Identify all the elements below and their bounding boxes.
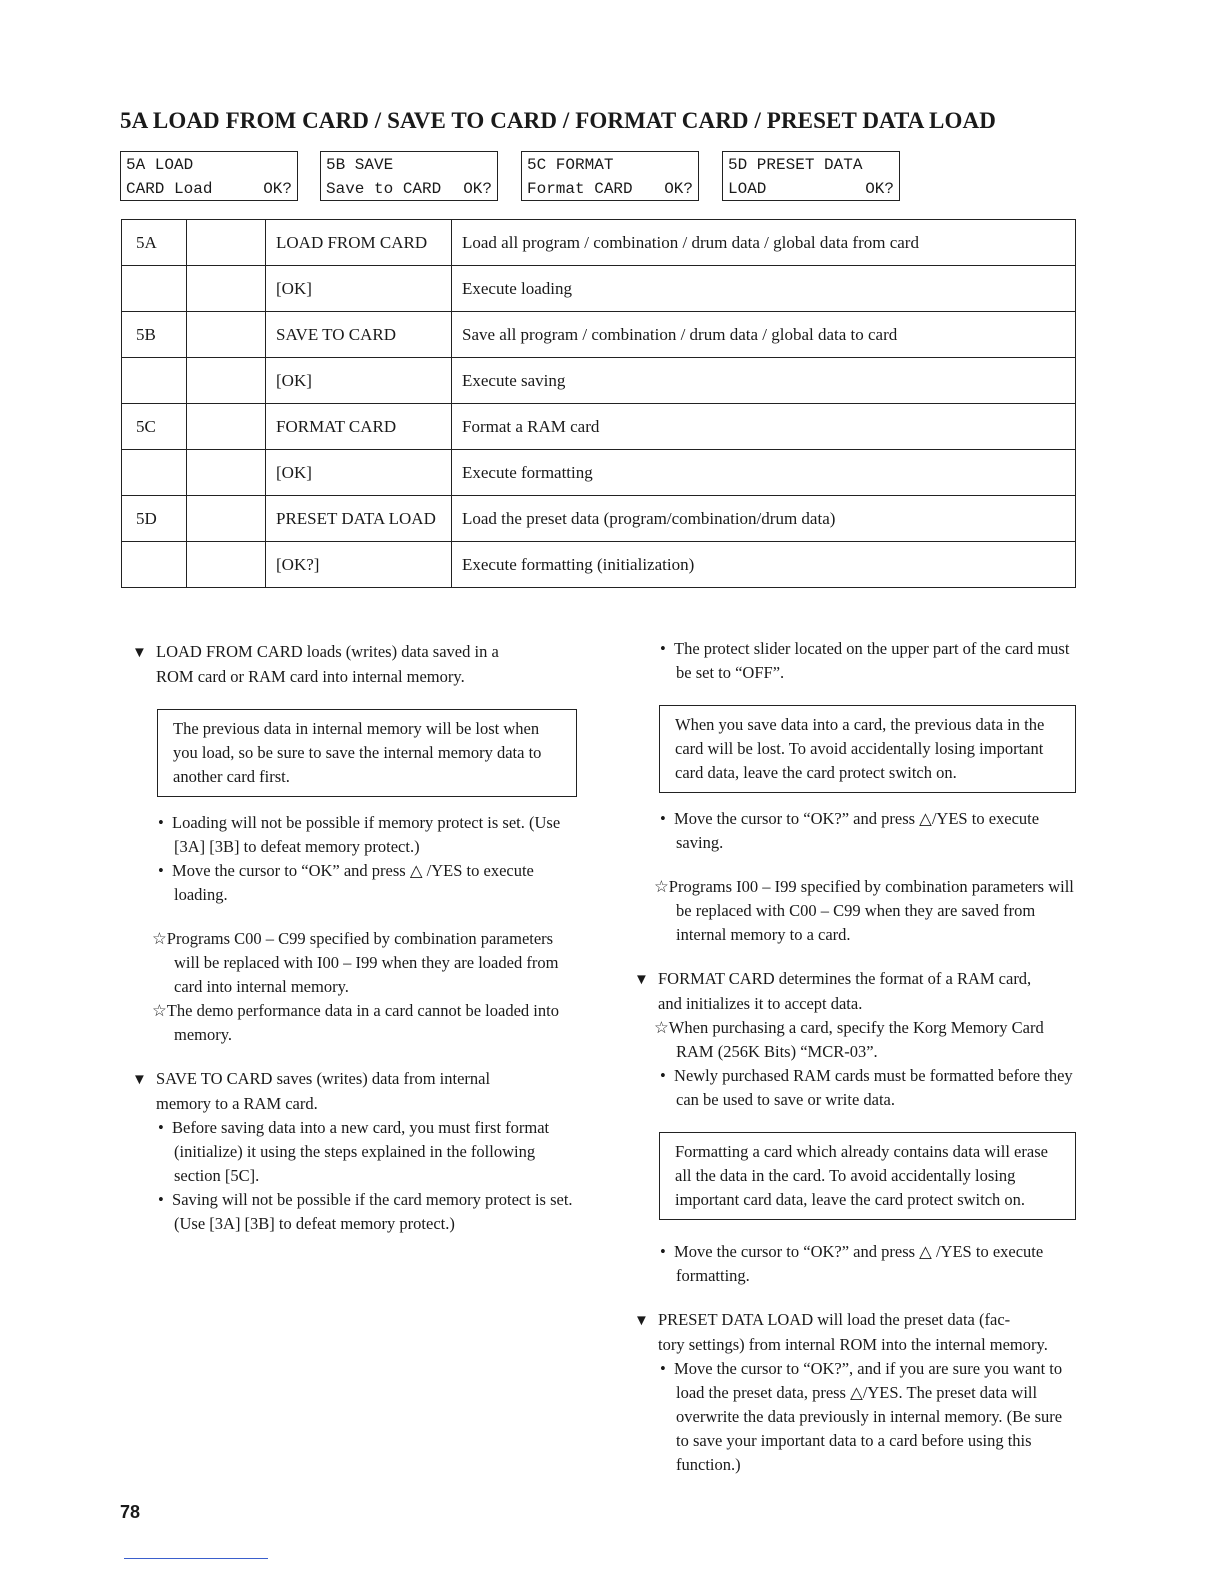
table-row — [122, 404, 1076, 450]
lcd-display-5c — [521, 151, 699, 201]
row-id: 5B — [122, 312, 187, 358]
left-column — [132, 640, 577, 1236]
save-heading-line2: memory to a RAM card. — [156, 1094, 318, 1113]
protect-bullet: • The protect slider located on the upper part of the card must be set to “OFF”. — [660, 639, 1070, 682]
table-row — [122, 312, 1076, 358]
load-warning-box: The previous data in internal memory will be lost when you load, so be sure to save the internal memory data to another card first. — [157, 709, 577, 797]
load-heading-line1: ▼ LOAD FROM CARD loads (writes) data saved in a — [132, 640, 577, 665]
format-heading-line1: ▼ FORMAT CARD determines the format of a RAM card, — [634, 967, 1076, 992]
lcd-line2-label: CARD Load — [126, 180, 213, 198]
table-row — [122, 266, 1076, 312]
load-bullet-1: • Loading will not be possible if memory protect is set. (Use [3A] [3B] to defeat memory protect.) — [158, 813, 561, 856]
lcd-line2-ok: OK? — [865, 180, 894, 198]
format-warning-box: Formatting a card which already contains data will erase all the data in the card. To avoid accidentally losing important card data, leave the card protect switch on. — [659, 1132, 1076, 1220]
triangle-down-icon: ▼ — [634, 972, 649, 988]
row-sub — [187, 496, 266, 542]
save-warning-box: When you save data into a card, the previous data in the card will be lost. To avoid accidentally losing important card data, leave the card protect switch on. — [659, 705, 1076, 793]
lcd-line2-ok: OK? — [263, 180, 292, 198]
triangle-down-icon: ▼ — [132, 1072, 147, 1088]
parameter-table — [121, 219, 1076, 588]
row-desc: Load the preset data (program/combination/drum data) — [452, 496, 1076, 542]
preset-heading-line2: tory settings) from internal ROM into the internal memory. — [658, 1335, 1048, 1354]
star-icon: ☆ — [152, 1001, 167, 1020]
load-heading-line2: ROM card or RAM card into internal memory. — [156, 667, 465, 686]
row-param: [OK] — [266, 358, 452, 404]
load-note-1: ☆Programs C00 – C99 specified by combination parameters will be replaced with I00 – I99 when they are loaded from card into internal memory. — [152, 929, 559, 996]
row-sub — [187, 404, 266, 450]
row-desc: Save all program / combination / drum data / global data to card — [452, 312, 1076, 358]
table-row — [122, 542, 1076, 588]
save-bullet-2: • Saving will not be possible if the card memory protect is set. (Use [3A] [3B] to defeat memory protect.) — [158, 1190, 573, 1233]
table-row — [122, 450, 1076, 496]
save-bullet-1: • Before saving data into a new card, you must first format (initialize) it using the steps explained in the following section [5C]. — [158, 1118, 550, 1185]
table-row — [122, 358, 1076, 404]
row-param: [OK] — [266, 450, 452, 496]
row-param: [OK] — [266, 266, 452, 312]
preset-bullet: • Move the cursor to “OK?”, and if you are sure you want to load the preset data, press △/YES. The preset data will overwrite the data previously in internal memory. (Be sure to save your important data to a card before using this function.) — [660, 1359, 1063, 1474]
lcd-display-5d — [722, 151, 900, 201]
row-param: SAVE TO CARD — [266, 312, 452, 358]
row-id — [122, 266, 187, 312]
row-param: PRESET DATA LOAD — [266, 496, 452, 542]
format-heading-line2: and initializes it to accept data. — [658, 994, 863, 1013]
page-number: 78 — [120, 1502, 141, 1522]
table-row — [122, 220, 1076, 266]
row-param: [OK?] — [266, 542, 452, 588]
row-desc: Load all program / combination / drum data / global data from card — [452, 220, 1076, 266]
preset-heading-line1: ▼ PRESET DATA LOAD will load the preset data (fac- — [634, 1308, 1076, 1333]
triangle-down-icon: ▼ — [634, 1313, 649, 1329]
row-sub — [187, 266, 266, 312]
row-sub — [187, 450, 266, 496]
row-desc: Execute formatting (initialization) — [452, 542, 1076, 588]
row-id — [122, 358, 187, 404]
row-id — [122, 542, 187, 588]
row-desc: Execute formatting — [452, 450, 1076, 496]
lcd-line2-ok: OK? — [463, 180, 492, 198]
row-param: LOAD FROM CARD — [266, 220, 452, 266]
lcd-line2-label: LOAD — [728, 180, 767, 198]
row-id: 5A — [122, 220, 187, 266]
lcd-line1: 5D PRESET DATA — [728, 156, 863, 174]
triangle-down-icon: ▼ — [132, 645, 147, 661]
lcd-display-5b — [320, 151, 498, 201]
row-sub — [187, 220, 266, 266]
row-id: 5D — [122, 496, 187, 542]
row-id: 5C — [122, 404, 187, 450]
row-param: FORMAT CARD — [266, 404, 452, 450]
page-title: 5A LOAD FROM CARD / SAVE TO CARD / FORMAT CARD / PRESET DATA LOAD — [120, 108, 996, 133]
row-id — [122, 450, 187, 496]
footer-rule — [124, 1558, 268, 1559]
right-column — [634, 637, 1076, 1477]
lcd-line1: 5A LOAD — [126, 156, 194, 174]
star-icon: ☆ — [654, 1018, 669, 1037]
lcd-line1: 5B SAVE — [326, 156, 394, 174]
format-bullet-1: • Newly purchased RAM cards must be formatted before they can be used to save or write data. — [660, 1066, 1073, 1109]
lcd-line1: 5C FORMAT — [527, 156, 614, 174]
load-note-2: ☆The demo performance data in a card cannot be loaded into memory. — [152, 1001, 559, 1044]
table-row — [122, 496, 1076, 542]
row-sub — [187, 542, 266, 588]
lcd-display-5a — [120, 151, 298, 201]
row-sub — [187, 312, 266, 358]
format-note: ☆When purchasing a card, specify the Korg Memory Card RAM (256K Bits) “MCR-03”. — [654, 1018, 1044, 1061]
save-cursor-bullet: • Move the cursor to “OK?” and press △/YES to execute saving. — [660, 809, 1040, 852]
row-desc: Execute loading — [452, 266, 1076, 312]
row-sub — [187, 358, 266, 404]
save-heading-line1: ▼ SAVE TO CARD saves (writes) data from internal — [132, 1067, 577, 1092]
save-note: ☆Programs I00 – I99 specified by combination parameters will be replaced with C00 – C99 when they are saved from internal memory to a card. — [654, 877, 1074, 944]
star-icon: ☆ — [654, 877, 669, 896]
row-desc: Format a RAM card — [452, 404, 1076, 450]
lcd-line2-label: Save to CARD — [326, 180, 442, 198]
format-bullet-2: • Move the cursor to “OK?” and press △ /YES to execute formatting. — [660, 1242, 1044, 1285]
lcd-line2-label: Format CARD — [527, 180, 633, 198]
load-bullet-2: • Move the cursor to “OK” and press △ /YES to execute loading. — [158, 861, 534, 904]
row-desc: Execute saving — [452, 358, 1076, 404]
star-icon: ☆ — [152, 929, 167, 948]
lcd-line2-ok: OK? — [664, 180, 693, 198]
